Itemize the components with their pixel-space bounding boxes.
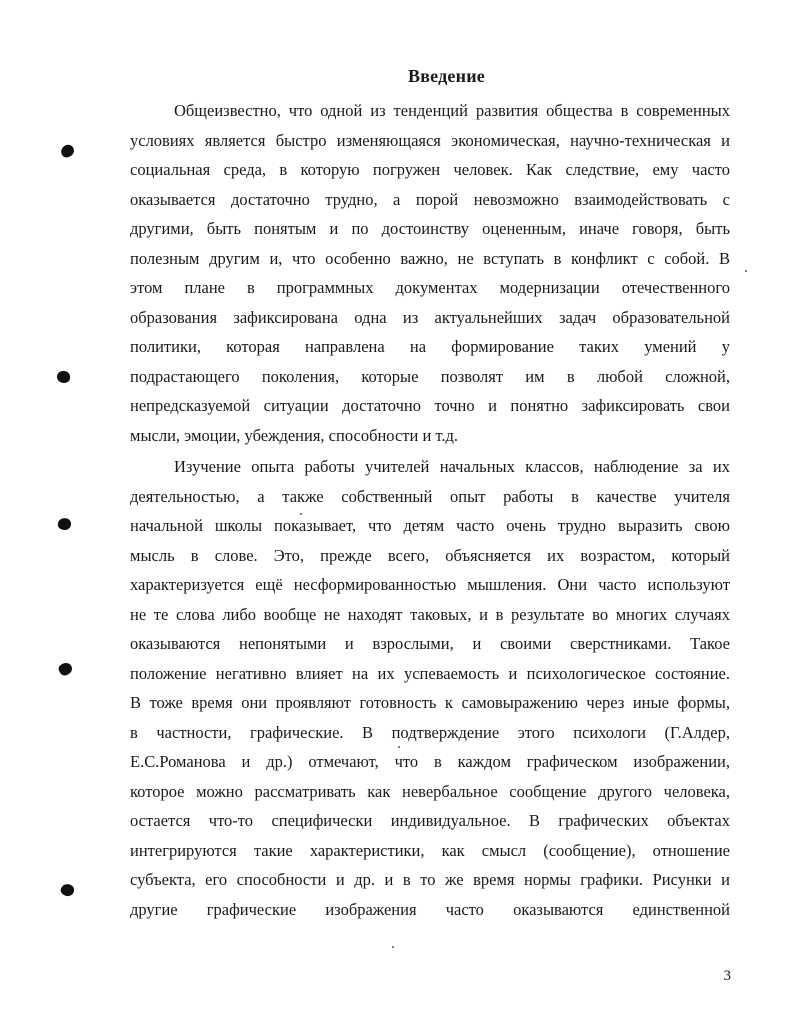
text-line: положение негативно влияет на их успеваемость и психологическое состояние. xyxy=(130,663,730,683)
text-line: в частности, графические. В подтверждение этого психологи (Г.Алдер, xyxy=(130,722,730,742)
scan-speck xyxy=(398,746,400,748)
text-line: другими, быть понятым и по достоинству оцененным, иначе говоря, быть xyxy=(130,219,730,238)
text-line: другие графические изображения часто оказываются единственной xyxy=(130,899,730,919)
text-line: мысли, эмоции, убеждения, способности и т.д. xyxy=(130,425,459,445)
text-line: образования зафиксирована одна из актуальнейших задач образовательной xyxy=(130,307,730,327)
text-line: деятельностью, а также собственный опыт работы в качестве учителя xyxy=(130,486,730,506)
text-line: Общеизвестно, что одной из тенденций развития общества в современных xyxy=(174,101,730,120)
scan-speck xyxy=(300,513,302,515)
text-line: остается что-то специфически индивидуальное. В графических объектах xyxy=(130,811,730,830)
text-line: социальная среда, в которую погружен человек. Как следствие, ему часто xyxy=(130,160,730,179)
text-line: начальной школы показывает, что детям часто очень трудно выразить свою xyxy=(130,516,730,535)
text-line: оказываются непонятыми и взрослыми, и своими сверстниками. Такое xyxy=(130,634,730,653)
binding-hole-mark xyxy=(57,661,74,678)
text-line: этом плане в программных документах модернизации отечественного xyxy=(130,278,730,297)
text-line: подрастающего поколения, которые позволят им в любой сложной, xyxy=(130,366,730,386)
binding-hole-mark xyxy=(57,371,70,383)
page-number: 3 xyxy=(723,968,731,984)
paragraph-1 xyxy=(130,96,730,450)
text-line: характеризуется ещё несформированностью мышления. Они часто используют xyxy=(130,575,730,594)
scan-speck xyxy=(745,270,747,272)
binding-hole-mark xyxy=(59,143,75,159)
binding-hole-mark xyxy=(57,517,73,532)
text-line: интегрируются такие характеристики, как смысл (сообщение), отношение xyxy=(130,840,730,860)
paragraph-2 xyxy=(130,452,730,924)
text-line: условиях является быстро изменяющаяся экономическая, научно-техническая и xyxy=(130,130,730,150)
text-line: которое можно рассматривать как невербальное сообщение другого человека, xyxy=(130,781,730,801)
text-line: В тоже время они проявляют готовность к самовыражению через иные формы, xyxy=(130,693,730,712)
binding-hole-mark xyxy=(59,882,76,898)
text-line: полезным другим и, что особенно важно, не вступать в конфликт с собой. В xyxy=(130,248,730,268)
text-line: Изучение опыта работы учителей начальных классов, наблюдение за их xyxy=(174,457,730,476)
text-line: мысль в слове. Это, прежде всего, объясняется их возрастом, который xyxy=(130,545,730,565)
text-line: Е.С.Романова и др.) отмечают, что в каждом графическом изображении, xyxy=(130,752,730,771)
text-line: непредсказуемой ситуации достаточно точно и понятно зафиксировать свои xyxy=(130,396,730,415)
scan-speck xyxy=(392,946,394,948)
text-line: субъекта, его способности и др. и в то же время нормы графики. Рисунки и xyxy=(130,870,730,889)
text-line: оказывается достаточно трудно, а порой невозможно взаимодействовать с xyxy=(130,189,730,209)
text-line: политики, которая направлена на формирование таких умений у xyxy=(130,337,730,356)
text-line: не те слова либо вообще не находят таковых, и в результате во многих случаях xyxy=(130,604,730,624)
page-title: Введение xyxy=(408,66,485,86)
